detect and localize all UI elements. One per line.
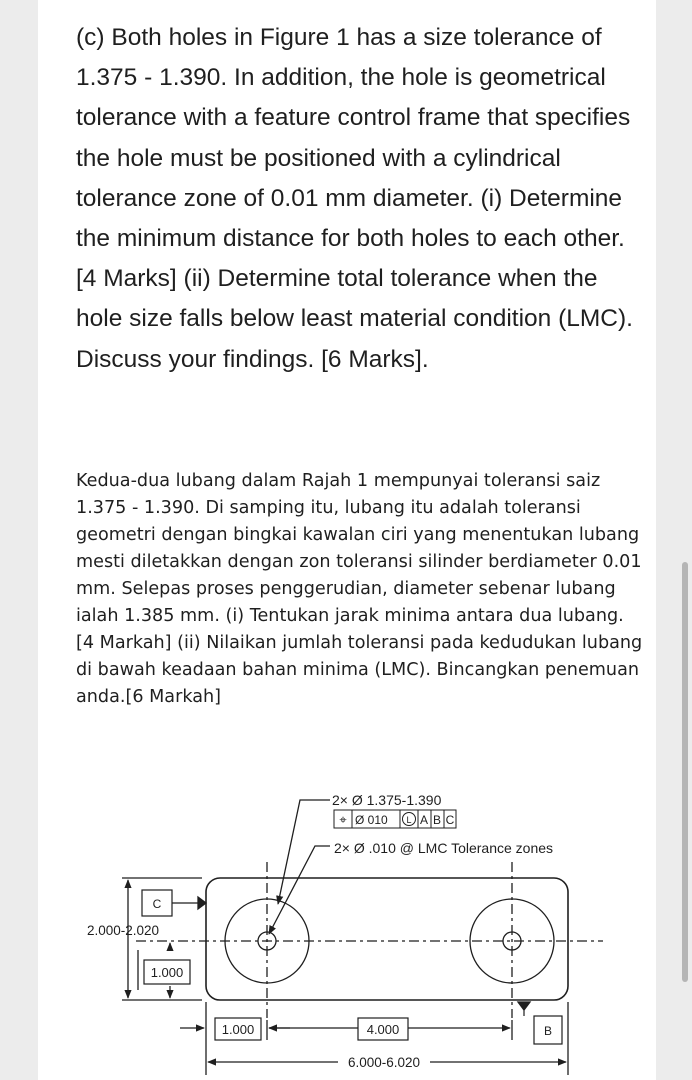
vertical-scrollbar[interactable]	[682, 562, 688, 982]
zone-note-leader	[269, 846, 330, 934]
fcf-datum-b: B	[432, 813, 442, 827]
question-text-english: (c) Both holes in Figure 1 has a size tolerance of 1.375 - 1.390. In addition, the hole is geometrical tolerance with a feature control frame that specifies the hole must be positioned with a cylindrical tolerance zone of 0.01 mm diameter. (i) Determine the minimum distance for both holes to each other. [4 Marks] (ii) Determine total tolerance when the hole size falls below least material condition (LMC). Discuss your findings. [6 Marks].	[76, 24, 633, 373]
fcf-position-symbol: ⌖	[339, 812, 347, 827]
basic-vertical-label: 1.000	[150, 965, 184, 980]
hole-size-label: 2× Ø 1.375-1.390	[332, 792, 442, 808]
datum-c-triangle	[198, 897, 206, 909]
datum-c-label: C	[152, 897, 162, 911]
document-page	[38, 0, 656, 1080]
fcf-datum-c: C	[445, 813, 455, 827]
question-text-malay: Kedua-dua lubang dalam Rajah 1 mempunyai toleransi saiz 1.375 - 1.390. Di samping itu, lubang itu adalah toleransi geometri dengan bingkai kawalan ciri yang menentukan lubang mesti diletakkan dengan zon toleransi silinder berdiameter 0.01 mm. Selepas proses penggerudian, diameter sebenar lubang ialah 1.385 mm. (i) Tentukan jarak minima antara dua lubang. [4 Markah] (ii) Nilaikan jumlah toleransi pada kedudukan lubang di bawah keadaan bahan minima (LMC). Bincangkan penemuan anda.[6 Markah]	[76, 471, 643, 707]
basic-spacing-label: 4.000	[366, 1022, 400, 1037]
fcf-lmc-modifier: L	[406, 815, 412, 825]
width-dim-label: 6.000-6.020	[347, 1055, 421, 1070]
tolerance-zone-note: 2× Ø .010 @ LMC Tolerance zones	[334, 840, 554, 856]
basic-left-label: 1.000	[221, 1022, 255, 1037]
datum-b-label: B	[543, 1024, 553, 1038]
fcf-tolerance-value: Ø 010	[355, 813, 388, 827]
height-dim-label: 2.000-2.020	[87, 923, 160, 938]
hole-size-leader	[278, 800, 330, 904]
part-outline	[206, 878, 568, 1000]
figure-1-drawing	[38, 780, 656, 1080]
datum-b-triangle	[518, 1002, 530, 1010]
fcf-datum-a: A	[419, 813, 429, 827]
